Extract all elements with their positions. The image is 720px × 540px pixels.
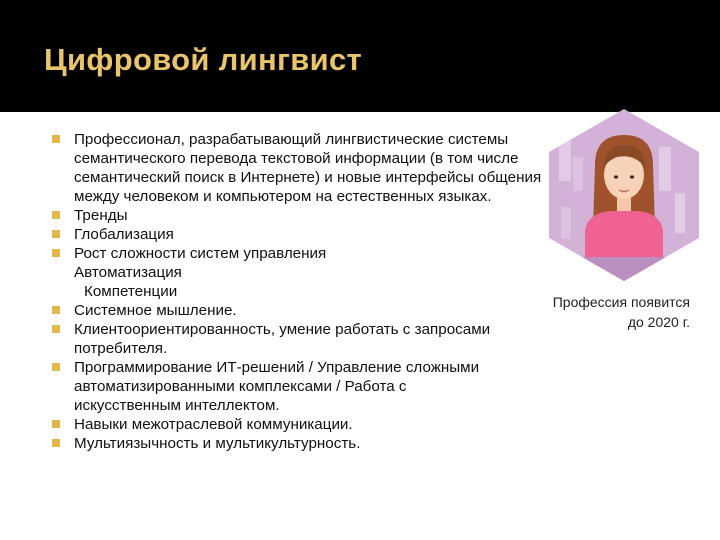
bullet-marker — [52, 135, 60, 143]
bullet-text: Профессионал, разрабатывающий лингвистические системы семантического перевода текстовой информации (в том числе семантический поиск в Интернете) и новые интерфейсы общения между человеком и компьютером на естественных языках. — [74, 131, 542, 205]
bullet-text: Тренды — [74, 207, 128, 224]
profession-caption — [553, 292, 690, 332]
eye — [614, 175, 618, 178]
competencies-heading-text: Компетенции — [84, 283, 178, 300]
bullet-text: Рост сложности систем управления Автоматизация — [74, 245, 327, 281]
bullet-marker — [52, 420, 60, 428]
bullet-item — [52, 130, 552, 206]
slide-title: Цифровой лингвист — [44, 42, 362, 77]
bullet-item — [52, 415, 552, 434]
bullet-item — [52, 320, 552, 358]
bullet-text: Программирование ИТ-решений / Управление сложными автоматизированными комплексами / Работа с искусственным интеллектом. — [74, 359, 480, 414]
bullet-item — [52, 225, 552, 244]
bullet-text: Мультиязычность и мультикультурность. — [74, 435, 361, 452]
eye — [630, 175, 634, 178]
decor-bar — [675, 193, 685, 233]
bullet-list — [52, 130, 552, 453]
bullet-marker — [52, 211, 60, 219]
bullet-text: Навыки межотраслевой коммуникации. — [74, 416, 353, 433]
bullet-marker — [52, 325, 60, 333]
decor-bar — [659, 147, 671, 191]
bullet-marker — [52, 439, 60, 447]
bullet-text: Глобализация — [74, 226, 174, 243]
bullet-item — [52, 206, 552, 225]
bullet-item — [52, 358, 552, 415]
bullet-item — [52, 244, 552, 282]
bullet-text: Системное мышление. — [74, 302, 237, 319]
decor-bar — [559, 135, 571, 181]
bullet-marker — [52, 363, 60, 371]
bullet-item — [52, 434, 552, 453]
woman-avatar-icon — [547, 107, 701, 283]
caption-line-1: Профессия появится — [552, 294, 690, 310]
competencies-heading — [52, 282, 552, 301]
decor-bar — [573, 157, 583, 191]
bullet-marker — [52, 306, 60, 314]
bullet-marker — [52, 249, 60, 257]
bullet-item — [52, 301, 552, 320]
title-bar — [0, 0, 720, 112]
bullet-marker — [52, 230, 60, 238]
bullet-text: Клиентоориентированность, умение работать с запросами потребителя. — [74, 321, 491, 357]
table — [547, 257, 701, 283]
decor-bar — [561, 207, 571, 239]
caption-line-2: до 2020 г. — [627, 314, 690, 330]
